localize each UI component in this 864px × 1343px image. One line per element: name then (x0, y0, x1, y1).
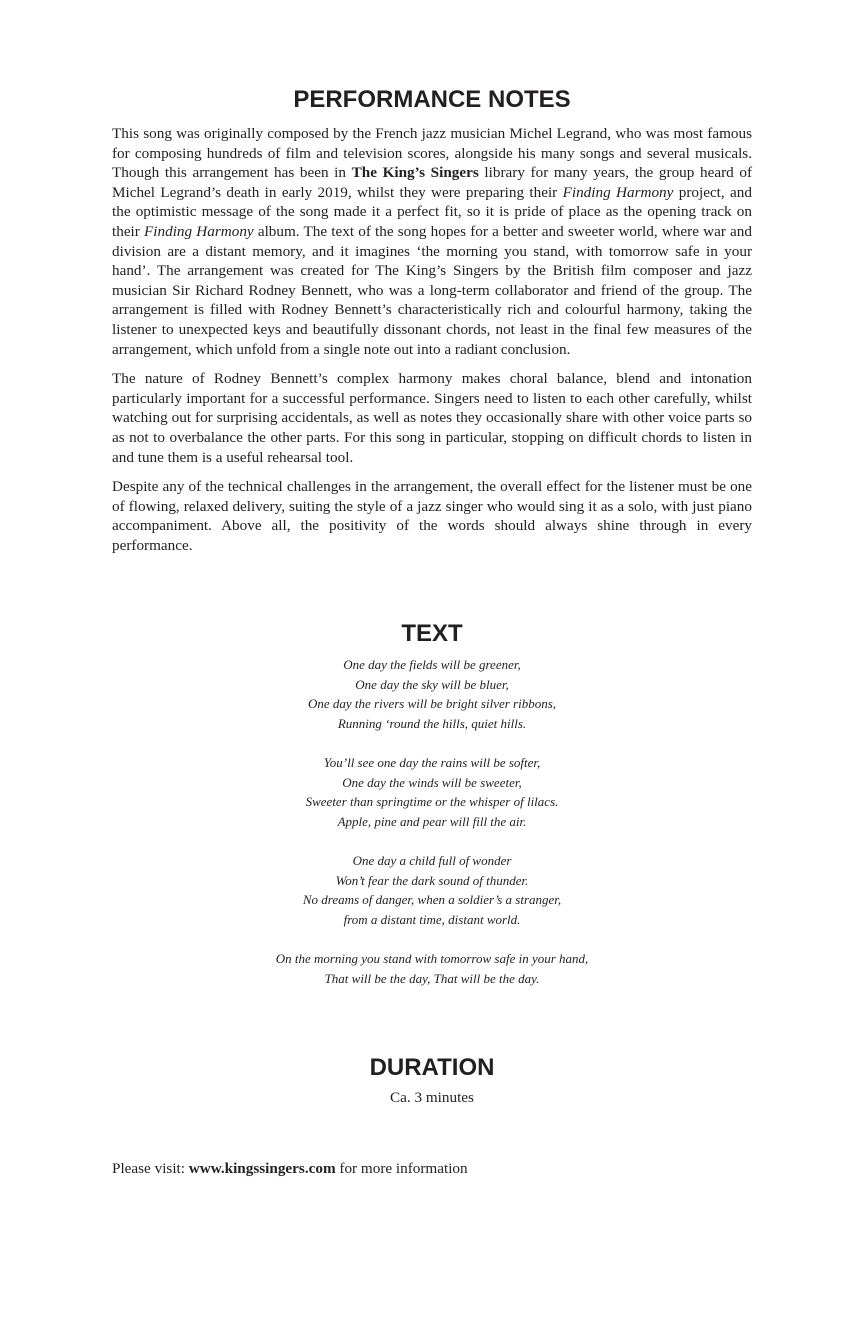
stanza (0, 655, 864, 733)
lyric-line: No dreams of danger, when a soldier’s a stranger, (302, 892, 562, 908)
lyric-line: One day a child full of wonder (352, 852, 512, 868)
lyric-line: from a distant time, distant world. (343, 911, 521, 927)
text: for more information (335, 1160, 468, 1177)
project-title: Finding Harmony (562, 183, 674, 201)
lyric-line: One day the winds will be sweeter, (342, 774, 522, 790)
lyric-line: You’ll see one day the rains will be softer, (323, 754, 541, 770)
text-heading: TEXT (401, 620, 463, 647)
performance-notes-heading: PERFORMANCE NOTES (293, 86, 571, 113)
lyric-line: One day the rivers will be bright silver ribbons, (307, 696, 557, 712)
duration-value: Ca. 3 minutes (390, 1089, 474, 1106)
lyric-line: On the morning you stand with tomorrow safe in your hand, (275, 950, 589, 966)
text: Please visit: (112, 1160, 189, 1177)
paragraph-1 (112, 124, 752, 359)
paragraph-2: The nature of Rodney Bennett’s complex harmony makes choral balance, blend and intonation particularly important for a successful performance. Singers need to listen to each other carefully, whilst watching out for surprising accidentals, as well as notes they occasionally share with other voice parts so as not to overbalance the other parts. For this song in particular, stopping on difficult chords to listen in and tune them is a useful rehearsal tool. (112, 370, 752, 466)
text: This song was originally composed by the French jazz musician Michel Legrand, who was most famous for composing hundreds of film and television scores, alongside his many songs and several musicals. Though this arrangement has been in (112, 125, 752, 182)
lyric-line: One day the sky will be bluer, (355, 676, 509, 692)
text: library for many years, the group heard of Michel Legrand’s death in early 2019, whilst they were preparing their (112, 164, 753, 201)
stanza (0, 753, 864, 831)
text: project, and the optimistic message of the song made it a perfect fit, so it is pride of place as the opening track on their (112, 183, 752, 240)
paragraph-3: Despite any of the technical challenges in the arrangement, the overall effect for the listener must be one of flowing, relaxed delivery, suiting the style of a jazz singer who would sing it as a solo, with just piano accompaniment. Above all, the positivity of the words should always shine through in every performance. (112, 478, 752, 554)
lyric-line: That will be the day, That will be the day. (324, 970, 540, 986)
lyric-line: Sweeter than springtime or the whisper of lilacs. (305, 794, 559, 810)
album-title: Finding Harmony (144, 222, 254, 240)
lyric-line: Running ‘round the hills, quiet hills. (337, 715, 527, 731)
lyric-line: Won’t fear the dark sound of thunder. (335, 872, 529, 888)
lyric-line: Apple, pine and pear will fill the air. (337, 813, 527, 829)
stanza (0, 949, 864, 988)
performance-notes-body (112, 124, 752, 565)
duration-heading: DURATION (369, 1054, 495, 1081)
group-name: The King’s Singers (351, 164, 479, 182)
lyric-line: One day the fields will be greener, (343, 657, 521, 672)
stanza (0, 851, 864, 929)
lyrics (0, 655, 864, 1008)
footer-note (112, 1160, 468, 1178)
text: album. The text of the song hopes for a better and sweeter world, where war and division are a distant memory, and it imagines ‘the morning you stand, with tomorrow safe in your hand’. The arrangement was created for The King’s Singers by the British film composer and jazz musician Sir Richard Rodney Bennett, who was a long-term collaborator and friend of the group. The arrangement is filled with Rodney Bennett’s characteristically rich and colourful harmony, taking the listener to unexpected keys and beautifully dissonant chords, not least in the final few measures of the arrangement, which unfold from a single note out into a radiant conclusion. (112, 222, 752, 358)
website-link[interactable]: www.kingssingers.com (188, 1160, 336, 1177)
